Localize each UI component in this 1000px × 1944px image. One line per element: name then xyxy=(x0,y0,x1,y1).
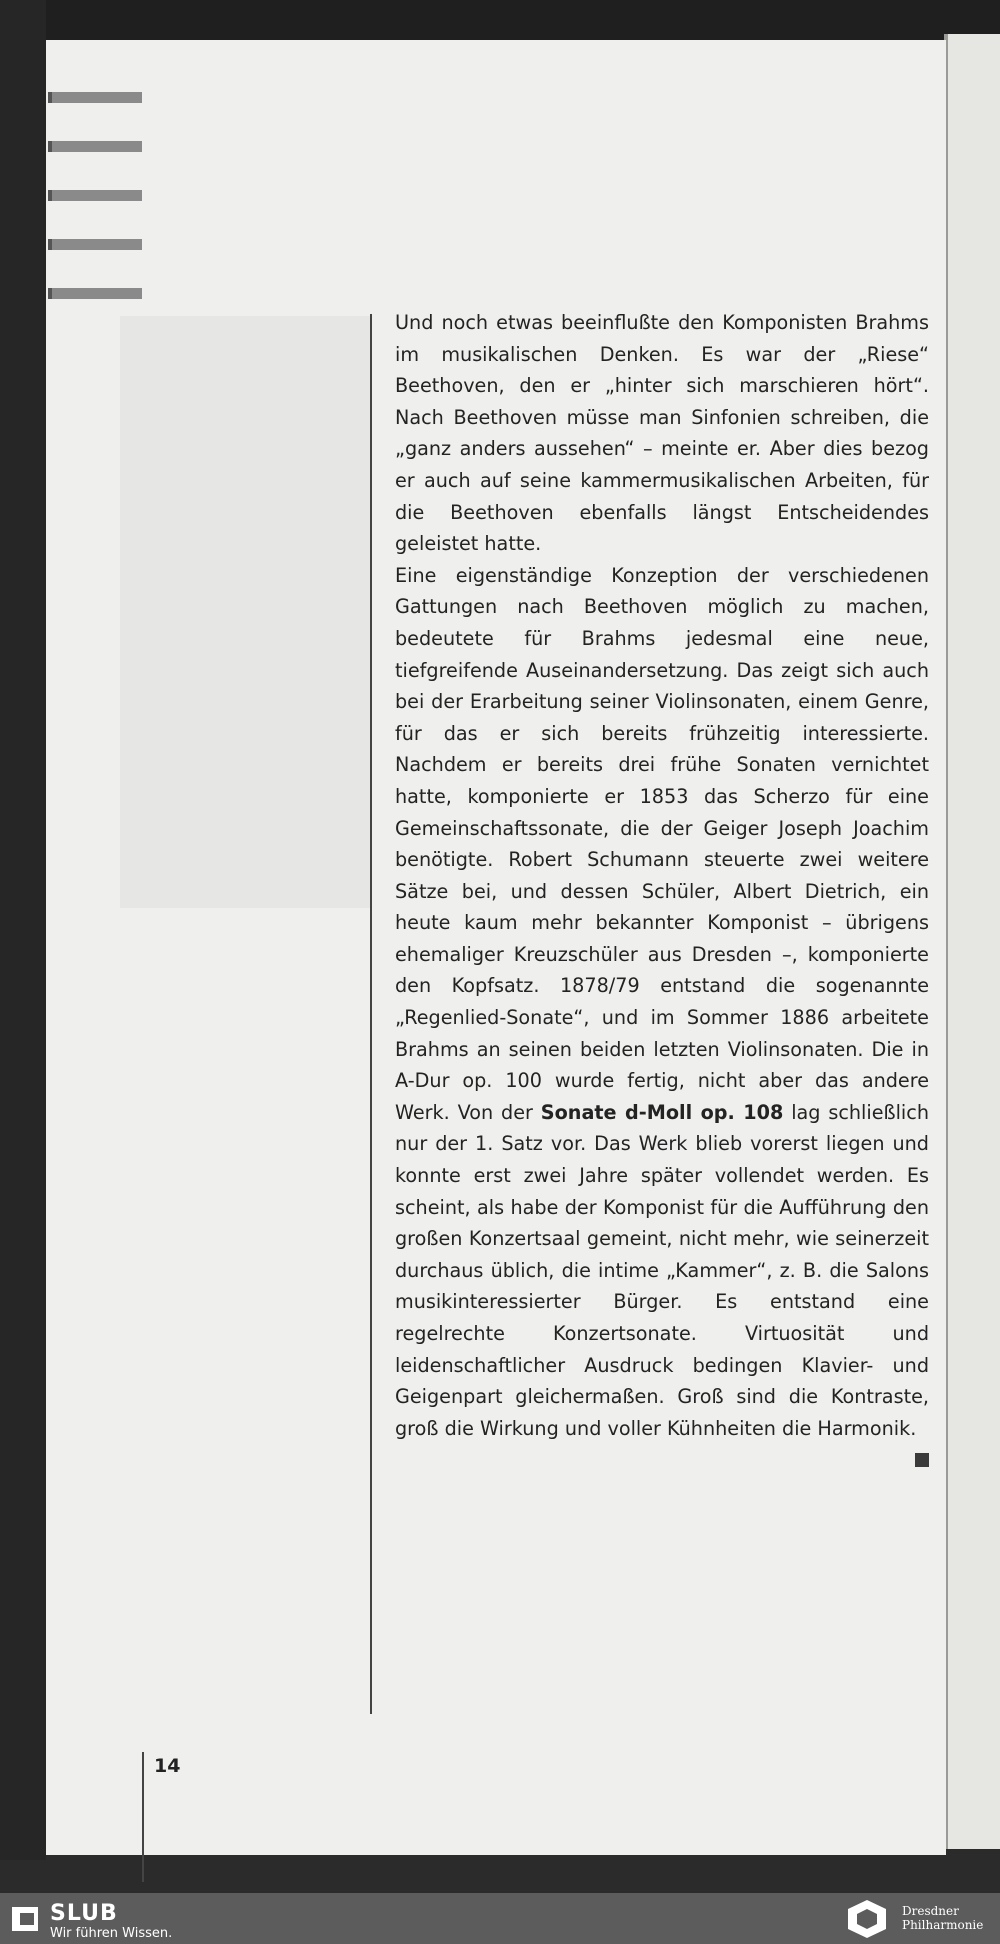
article-paragraph: Und noch etwas beeinflußte den Komponisten Brahms im musikalischen Denken. Es war der „Riese“ Beethoven, den er „hinter sich marschieren hört“. Nach Beethoven müsse man Sinfonien schreiben, die „ganz anders aussehen“ – meinte er. Aber dies bezog er auch auf seine kammermusikalischen Arbeiten, für die Beethoven ebenfalls längst Entscheidendes geleistet hatte. xyxy=(395,311,929,556)
margin-mark xyxy=(48,141,142,152)
work-title: Sonate d-Moll op. 108 xyxy=(540,1100,784,1124)
viewer-footer xyxy=(0,1893,1000,1944)
partner-name-line: Philharmonie xyxy=(902,1918,984,1932)
library-tagline: Wir führen Wissen. xyxy=(50,1926,173,1941)
partner-name[interactable] xyxy=(902,1904,983,1932)
library-name[interactable]: SLUB xyxy=(50,1901,118,1926)
margin-mark xyxy=(48,190,142,201)
margin-mark xyxy=(48,239,142,250)
scan-background-top xyxy=(0,0,1000,40)
article-paragraph xyxy=(395,560,929,1445)
end-of-article-mark xyxy=(915,1453,929,1467)
document-page xyxy=(46,40,946,1855)
philharmonie-logo-icon[interactable] xyxy=(842,1898,892,1940)
page-number-rule xyxy=(142,1752,144,1882)
paragraph-text: Eine eigenständige Konzeption der verschiedenen Gattungen nach Beethoven möglich zu machen, bedeutete für Brahms jedesmal eine neue, tiefgreifende Auseinandersetzung. Das zeigt sich auch bei der Erarbeitung seiner Violinsonaten, einem Genre, für das er sich bereits frühzeitig interessierte. Nachdem er bereits drei frühe Sonaten vernichtet hatte, komponierte er 1853 das Scherzo für eine Gemeinschaftssonate, die der Geiger Joseph Joachim benötigte. Robert Schumann steuerte zwei weitere Sätze bei, und dessen Schüler, Albert Dietrich, ein heute kaum mehr bekannter Komponist – übrigens ehemaliger Kreuzschüler aus Dresden –, komponierte den Kopfsatz. 1878/79 entstand die sogenannte „Regenlied-Sonate“, und im Sommer 1886 arbeitete Brahms an seinen beiden letzten Violinsonaten. Die in A-Dur op. 100 wurde fertig, nicht aber das andere Werk. Von der xyxy=(395,563,929,1124)
scan-background-left xyxy=(0,0,46,1860)
page-number: 14 xyxy=(154,1755,181,1777)
margin-mark xyxy=(48,92,142,103)
partner-name-line: Dresdner xyxy=(902,1904,959,1918)
adjacent-page xyxy=(948,34,1000,1849)
show-through-image-block xyxy=(120,316,370,908)
margin-marks xyxy=(48,92,142,337)
slub-logo-icon[interactable] xyxy=(12,1907,38,1931)
article-body xyxy=(395,307,929,1467)
column-rule xyxy=(370,314,372,1714)
margin-mark xyxy=(48,288,142,299)
paragraph-text: lag schließlich nur der 1. Satz vor. Das Werk blieb vorerst liegen und konnte erst zwei Jahre später vollendet werden. Es scheint, als habe der Komponist für die Aufführung den großen Konzertsaal gemeint, nicht mehr, wie seinerzeit durchaus üblich, die intime „Kammer“, z. B. die Salons musikinteressierter Bürger. Es entstand eine regelrechte Konzertsonate. Virtuosität und leidenschaftlicher Ausdruck bedingen Klavier- und Geigenpart gleichermaßen. Groß sind die Kontraste, groß die Wirkung und voller Kühnheiten die Harmonik. xyxy=(395,1100,929,1440)
